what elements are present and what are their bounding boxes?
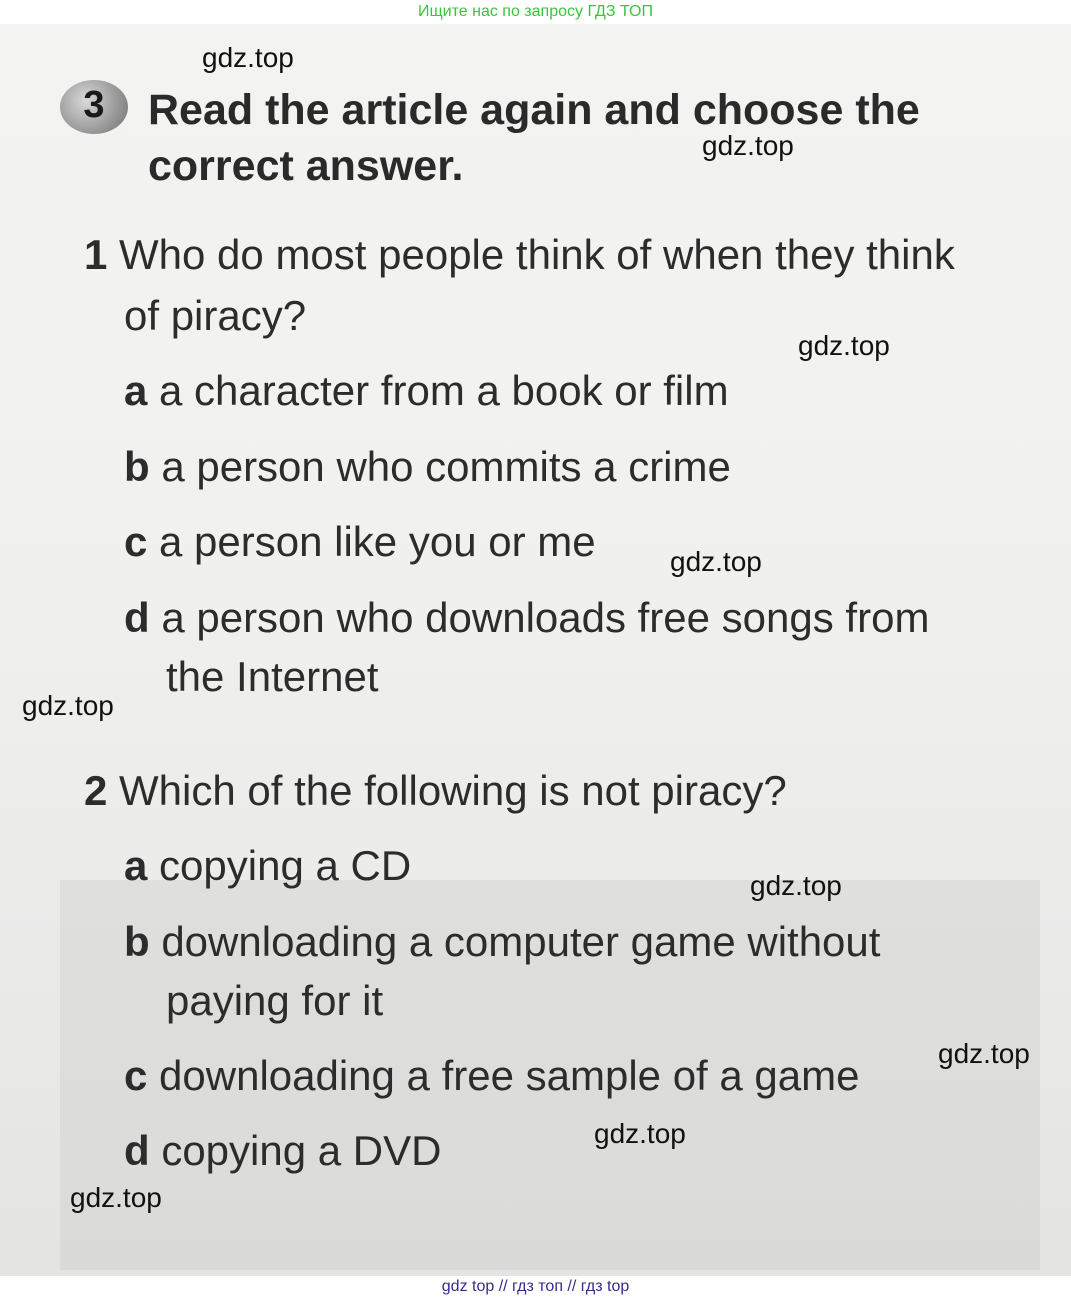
- watermark: gdz.top: [938, 1038, 1030, 1069]
- option-text: a person like you or me: [159, 518, 596, 565]
- option-letter: d: [124, 594, 150, 641]
- question-2: [84, 767, 787, 814]
- question-text: Which of the following is not piracy?: [119, 767, 787, 814]
- instruction-line-1: Read the article again and choose the: [148, 86, 920, 134]
- instruction-line-2: correct answer.: [148, 142, 464, 190]
- option-text: downloading a computer game without: [161, 918, 881, 965]
- option-text: a character from a book or film: [159, 367, 729, 414]
- option-2a: [124, 842, 412, 889]
- question-1: [84, 231, 955, 278]
- option-text: copying a DVD: [161, 1127, 442, 1174]
- option-letter: d: [124, 1127, 150, 1174]
- question-text: Who do most people think of when they think: [119, 231, 955, 278]
- question-number: 2: [84, 767, 108, 814]
- watermark: gdz.top: [670, 546, 762, 577]
- option-2b-line-2: paying for it: [166, 977, 384, 1024]
- option-text: downloading a free sample of a game: [159, 1052, 860, 1099]
- question-number: 1: [84, 231, 108, 278]
- option-letter: a: [124, 367, 148, 414]
- option-letter: b: [124, 443, 150, 490]
- option-text: a person who downloads free songs from: [161, 594, 930, 641]
- top-banner-link[interactable]: Ищите нас по запросу ГДЗ ТОП: [418, 3, 653, 20]
- watermark: gdz.top: [798, 330, 890, 361]
- watermark: gdz.top: [22, 690, 114, 721]
- watermark: gdz.top: [70, 1182, 162, 1213]
- option-1d-line-2: the Internet: [166, 653, 379, 700]
- option-letter: b: [124, 918, 150, 965]
- watermark: gdz.top: [702, 130, 794, 161]
- option-1d: [124, 594, 930, 641]
- watermark: gdz.top: [594, 1118, 686, 1149]
- watermark: gdz.top: [750, 870, 842, 901]
- option-2c: [124, 1052, 860, 1099]
- option-1b: [124, 443, 731, 490]
- option-letter: a: [124, 842, 148, 889]
- option-letter: c: [124, 518, 148, 565]
- option-1a: [124, 367, 729, 414]
- option-1c: [124, 518, 596, 565]
- option-2d: [124, 1127, 442, 1174]
- exercise-number: 3: [83, 83, 105, 126]
- option-2b: [124, 918, 881, 965]
- option-text: a person who commits a crime: [161, 443, 731, 490]
- footer-links[interactable]: gdz top // гдз топ // гдз top: [441, 1278, 630, 1295]
- option-letter: c: [124, 1052, 148, 1099]
- exercise-instruction: [148, 82, 1028, 194]
- option-text: copying a CD: [159, 842, 412, 889]
- question-1-line-2: of piracy?: [124, 292, 307, 339]
- watermark: gdz.top: [202, 42, 294, 73]
- exercise-number-badge: [60, 80, 128, 134]
